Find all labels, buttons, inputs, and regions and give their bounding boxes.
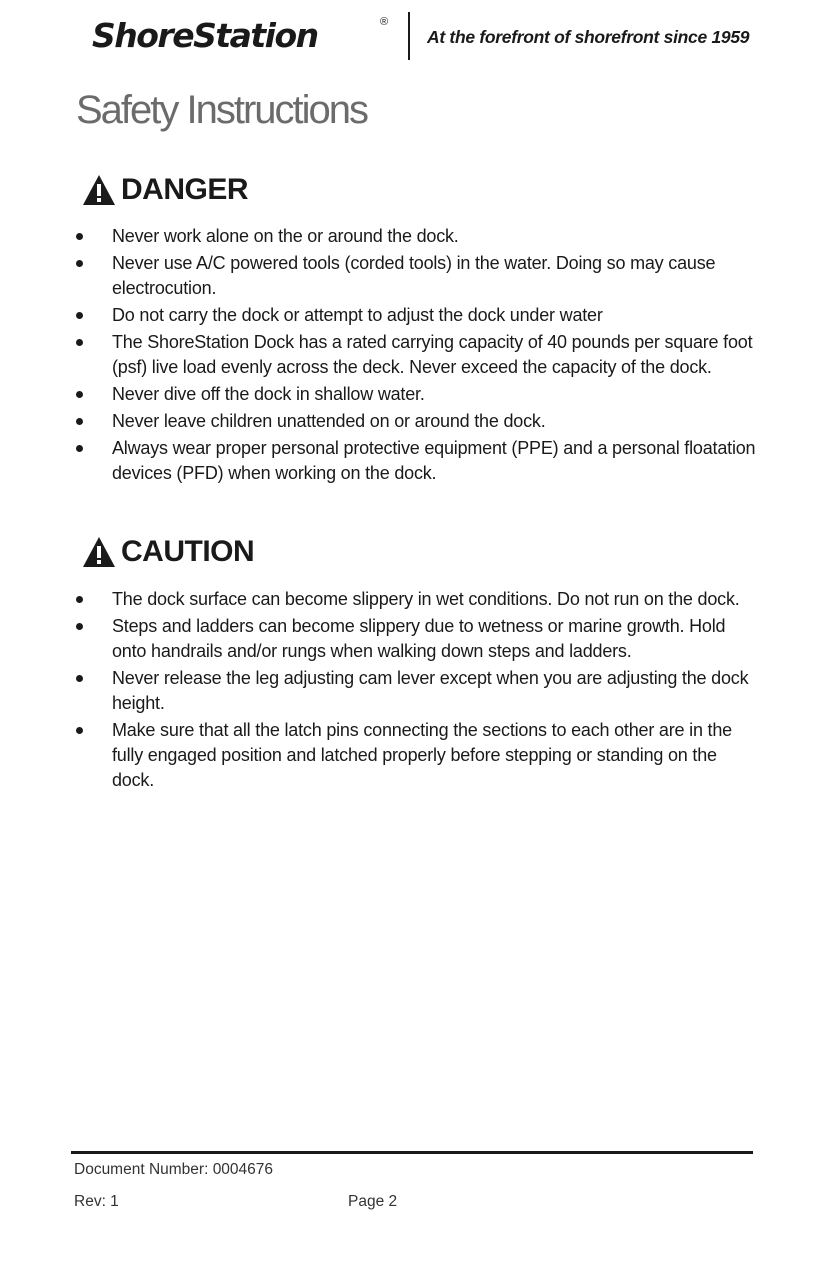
caution-heading-text: CAUTION	[121, 535, 255, 568]
list-item: Never use A/C powered tools (corded tools) in the water. Doing so may cause electrocution.	[76, 251, 756, 301]
bullet	[76, 339, 83, 346]
bullet	[76, 445, 83, 452]
list-item: The dock surface can become slippery in wet conditions. Do not run on the dock.	[76, 587, 756, 612]
warning-triangle-icon	[82, 536, 116, 568]
page-title: Safety Instructions	[76, 88, 368, 132]
danger-list	[76, 224, 756, 488]
danger-heading	[82, 170, 248, 210]
header-divider	[408, 12, 410, 60]
danger-heading-text: DANGER	[121, 173, 249, 206]
bullet	[76, 675, 83, 682]
list-item: The ShoreStation Dock has a rated carrying capacity of 40 pounds per square foot (psf) live load evenly across the deck. Never exceed the capacity of the dock.	[76, 330, 756, 380]
bullet	[76, 391, 83, 398]
list-item: Never dive off the dock in shallow water.	[76, 382, 756, 407]
page-header	[0, 0, 825, 70]
list-item: Never leave children unattended on or around the dock.	[76, 409, 756, 434]
brand-tagline: At the forefront of shorefront since 1959	[427, 27, 750, 47]
bullet	[76, 233, 83, 240]
brand-logo: ShoreStation	[92, 16, 318, 55]
bullet	[76, 623, 83, 630]
bullet	[76, 596, 83, 603]
list-item: Do not carry the dock or attempt to adjust the dock under water	[76, 303, 756, 328]
caution-heading	[82, 532, 254, 572]
bullet	[76, 312, 83, 319]
list-item: Never work alone on the or around the dock.	[76, 224, 756, 249]
bullet	[76, 418, 83, 425]
warning-triangle-icon	[82, 174, 116, 206]
page-number: Page 2	[348, 1193, 398, 1210]
revision-number: Rev: 1	[74, 1193, 119, 1210]
list-item: Always wear proper personal protective equipment (PPE) and a personal floatation devices (PFD) when working on the dock.	[76, 436, 756, 486]
caution-list	[76, 587, 756, 795]
footer-rule	[71, 1151, 753, 1154]
bullet	[76, 727, 83, 734]
list-item: Steps and ladders can become slippery due to wetness or marine growth. Hold onto handrails and/or rungs when walking down steps and ladders.	[76, 614, 756, 664]
list-item: Make sure that all the latch pins connecting the sections to each other are in the fully engaged position and latched properly before stepping or standing on the dock.	[76, 718, 756, 793]
registered-mark: ®	[380, 16, 389, 28]
bullet	[76, 260, 83, 267]
document-number: Document Number: 0004676	[74, 1161, 274, 1178]
list-item: Never release the leg adjusting cam lever except when you are adjusting the dock height.	[76, 666, 756, 716]
